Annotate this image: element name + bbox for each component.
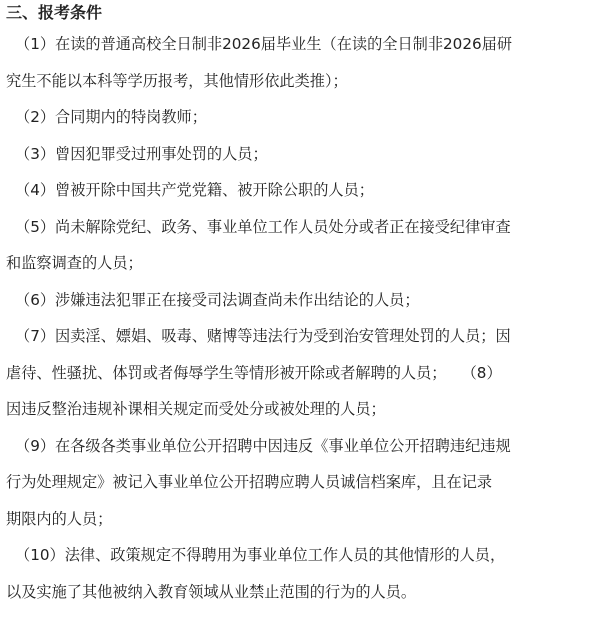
condition-item — [6, 318, 579, 428]
section-heading: 三、报考条件 — [6, 3, 103, 22]
condition-text-line: （6）涉嫌违法犯罪正在接受司法调查尚未作出结论的人员； — [15, 290, 420, 309]
condition-item — [6, 428, 579, 538]
condition-text-line: 行为处理规定》被记入事业单位公开招聘应聘人员诚信档案库，且在记录 — [6, 473, 492, 491]
condition-item — [6, 172, 579, 209]
condition-text-line: 虐待、性骚扰、体罚或者侮辱学生等情形被开除或者解聘的人员； （8） — [6, 363, 502, 382]
conditions-list — [6, 26, 579, 610]
condition-text-line: （1）在读的普通高校全日制非2026届毕业生（在读的全日制非2026届研 — [15, 35, 513, 53]
condition-text-line: （7）因卖淫、嫖娼、吸毒、赌博等违法行为受到治安管理处罚的人员；因 — [15, 327, 511, 345]
condition-item — [6, 99, 579, 136]
condition-item — [6, 537, 579, 610]
condition-text-line: （9）在各级各类事业单位公开招聘中因违反《事业单位公开招聘违纪违规 — [15, 436, 511, 455]
condition-item — [6, 26, 579, 99]
condition-item — [6, 282, 579, 319]
condition-text-line: （10）法律、政策规定不得聘用为事业单位工作人员的其他情形的人员， — [15, 546, 506, 564]
condition-text-line: （5）尚未解除党纪、政务、事业单位工作人员处分或者正在接受纪律审查 — [15, 217, 511, 236]
condition-text-line: （3）曾因犯罪受过刑事处罚的人员； — [15, 144, 268, 163]
condition-text-line: 究生不能以本科等学历报考，其他情形依此类推）； — [6, 71, 348, 90]
condition-item — [6, 209, 579, 282]
condition-text-line: 以及实施了其他被纳入教育领域从业禁止范围的行为的人员。 — [6, 582, 417, 601]
condition-text-line: 和监察调查的人员； — [6, 254, 143, 272]
condition-item — [6, 136, 579, 173]
condition-text-line: 期限内的人员； — [6, 509, 113, 528]
condition-text-line: 因违反整治违规补课相关规定而受处分或被处理的人员； — [6, 400, 386, 418]
condition-text-line: （4）曾被开除中国共产党党籍、被开除公职的人员； — [15, 181, 374, 199]
condition-text-line: （2）合同期内的特岗教师； — [15, 108, 207, 126]
